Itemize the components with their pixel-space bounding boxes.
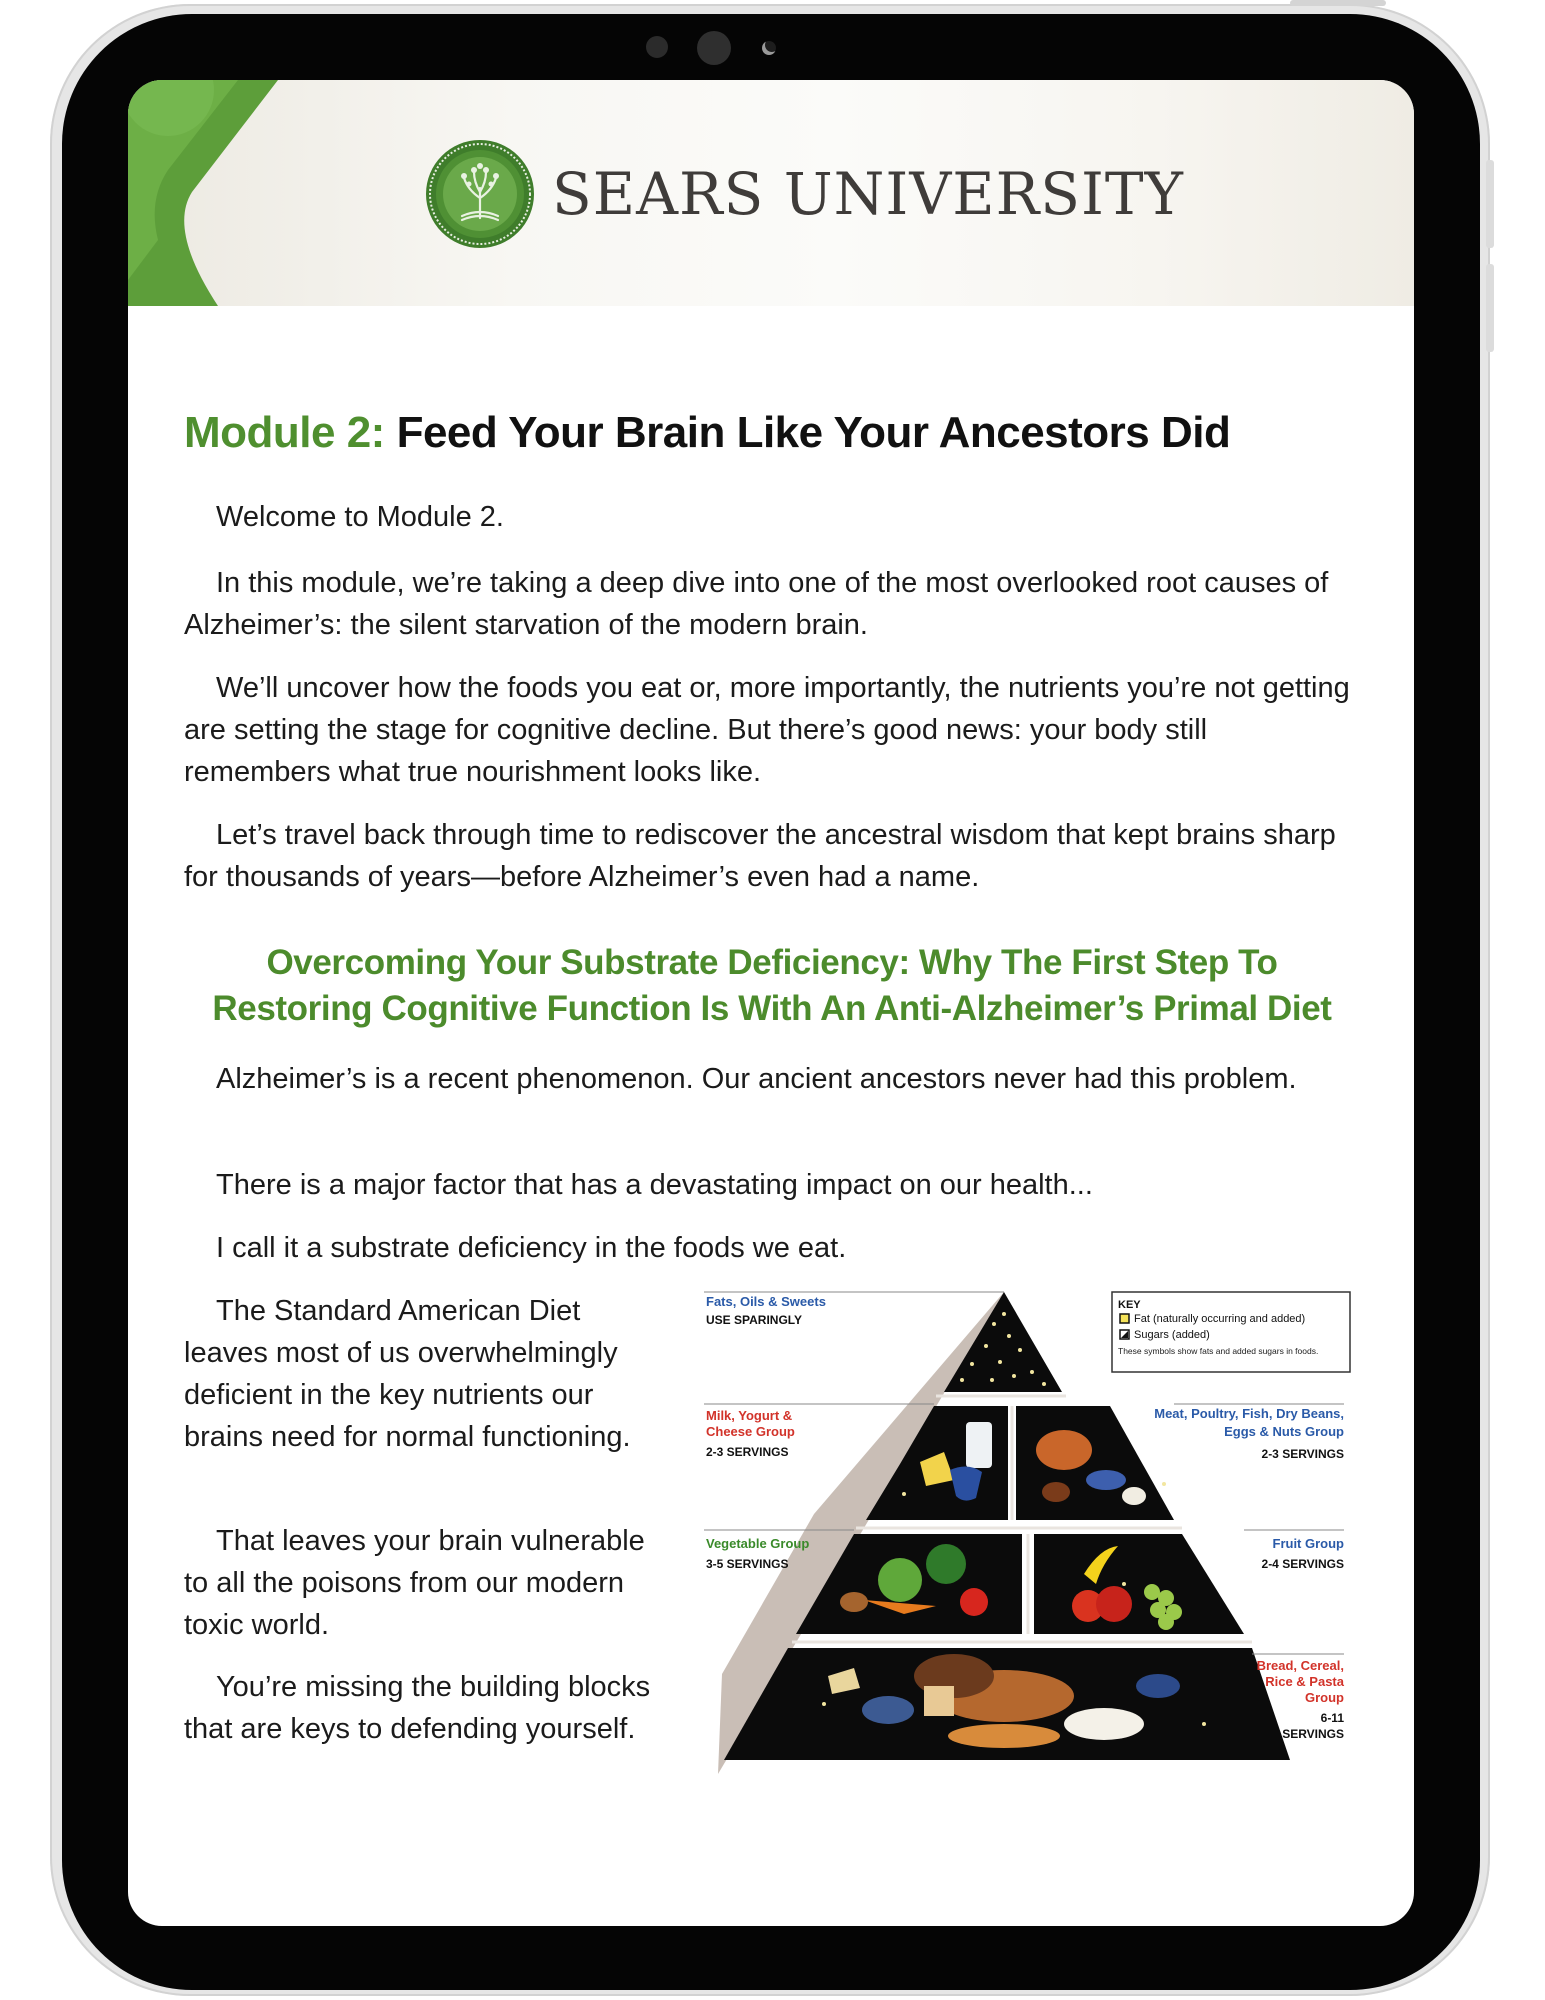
camera-lens-icon	[762, 41, 776, 55]
label-bread-3: Group	[1305, 1690, 1344, 1705]
intro-paragraph: We’ll uncover how the foods you eat or, more importantly, the nutrients you’re not getting are setting the stage for cognitive decline. But there’s good news: your body still remembers what true nourishment looks like.	[184, 672, 1350, 788]
intro-paragraph: In this module, we’re taking a deep dive into one of the most overlooked root causes of Alzheimer’s: the silent starvation of the modern brain.	[184, 567, 1329, 641]
servings-fats: USE SPARINGLY	[706, 1313, 803, 1327]
column-paragraph: The Standard American Diet leaves most of us overwhelmingly deficient in the key nutrients our brains need for normal functioning.	[184, 1295, 631, 1453]
label-milk-1: Milk, Yogurt &	[706, 1408, 793, 1423]
brand-name: SEARS UNIVERSITY	[552, 160, 1184, 228]
label-meat-2: Eggs & Nuts Group	[1224, 1424, 1344, 1439]
servings-bread-2: SERVINGS	[1282, 1727, 1344, 1741]
label-bread-2: Rice & Pasta	[1265, 1674, 1344, 1689]
volume-down-button	[1486, 264, 1494, 352]
front-camera-icon	[697, 31, 731, 65]
section-paragraph: Alzheimer’s is a recent phenomenon. Our ancient ancestors never had this problem.	[216, 1063, 1297, 1095]
servings-bread-1: 6-11	[1320, 1711, 1344, 1725]
volume-up-button	[1486, 160, 1494, 248]
fat-symbol-icon	[1120, 1314, 1129, 1323]
key-sugar: Sugars (added)	[1134, 1329, 1210, 1341]
servings-meat: 2-3 SERVINGS	[1261, 1447, 1344, 1461]
key-fat: Fat (naturally occurring and added)	[1134, 1313, 1306, 1325]
module-title: Feed Your Brain Like Your Ancestors Did	[396, 408, 1231, 457]
servings-milk: 2-3 SERVINGS	[706, 1445, 789, 1459]
screen	[128, 80, 1414, 1926]
sensor-icon	[646, 36, 668, 58]
label-bread-1: Bread, Cereal,	[1256, 1658, 1344, 1673]
food-guide-pyramid	[704, 1284, 1354, 1794]
label-fats: Fats, Oils & Sweets	[706, 1294, 826, 1309]
tier-fruit	[1034, 1534, 1244, 1634]
section-heading: Overcoming Your Substrate Deficiency: Why The First Step To Restoring Cognitive Function Is With An Anti-Alzheimer’s Primal Diet	[212, 943, 1332, 1028]
servings-vegetable: 3-5 SERVINGS	[706, 1557, 789, 1571]
key-title: KEY	[1118, 1299, 1141, 1311]
intro-paragraph: Welcome to Module 2.	[216, 501, 504, 533]
servings-fruit: 2-4 SERVINGS	[1261, 1557, 1344, 1571]
column-paragraph: You’re missing the building blocks that are keys to defending yourself.	[184, 1671, 651, 1745]
label-vegetable: Vegetable Group	[706, 1536, 810, 1551]
intro-paragraph: Let’s travel back through time to rediscover the ancestral wisdom that kept brains sharp for thousands of years—before Alzheimer’s even had a name.	[184, 819, 1336, 893]
column-paragraph: That leaves your brain vulnerable to all the poisons from our modern toxic world.	[184, 1525, 645, 1641]
power-button	[1290, 0, 1386, 6]
label-fruit: Fruit Group	[1272, 1536, 1344, 1551]
university-seal-icon	[424, 138, 536, 250]
tier-meat	[1016, 1406, 1174, 1520]
page-title	[184, 408, 1230, 458]
header-banner	[128, 80, 1414, 306]
section-paragraph: There is a major factor that has a devastating impact on our health...	[216, 1169, 1093, 1201]
banner-green-swoosh	[128, 80, 328, 306]
section-paragraph: I call it a substrate deficiency in the foods we eat.	[216, 1232, 847, 1264]
label-milk-2: Cheese Group	[706, 1424, 795, 1439]
key-note: These symbols show fats and added sugars in foods.	[1118, 1346, 1319, 1356]
module-number: Module 2:	[184, 408, 385, 457]
label-meat-1: Meat, Poultry, Fish, Dry Beans,	[1154, 1406, 1344, 1421]
